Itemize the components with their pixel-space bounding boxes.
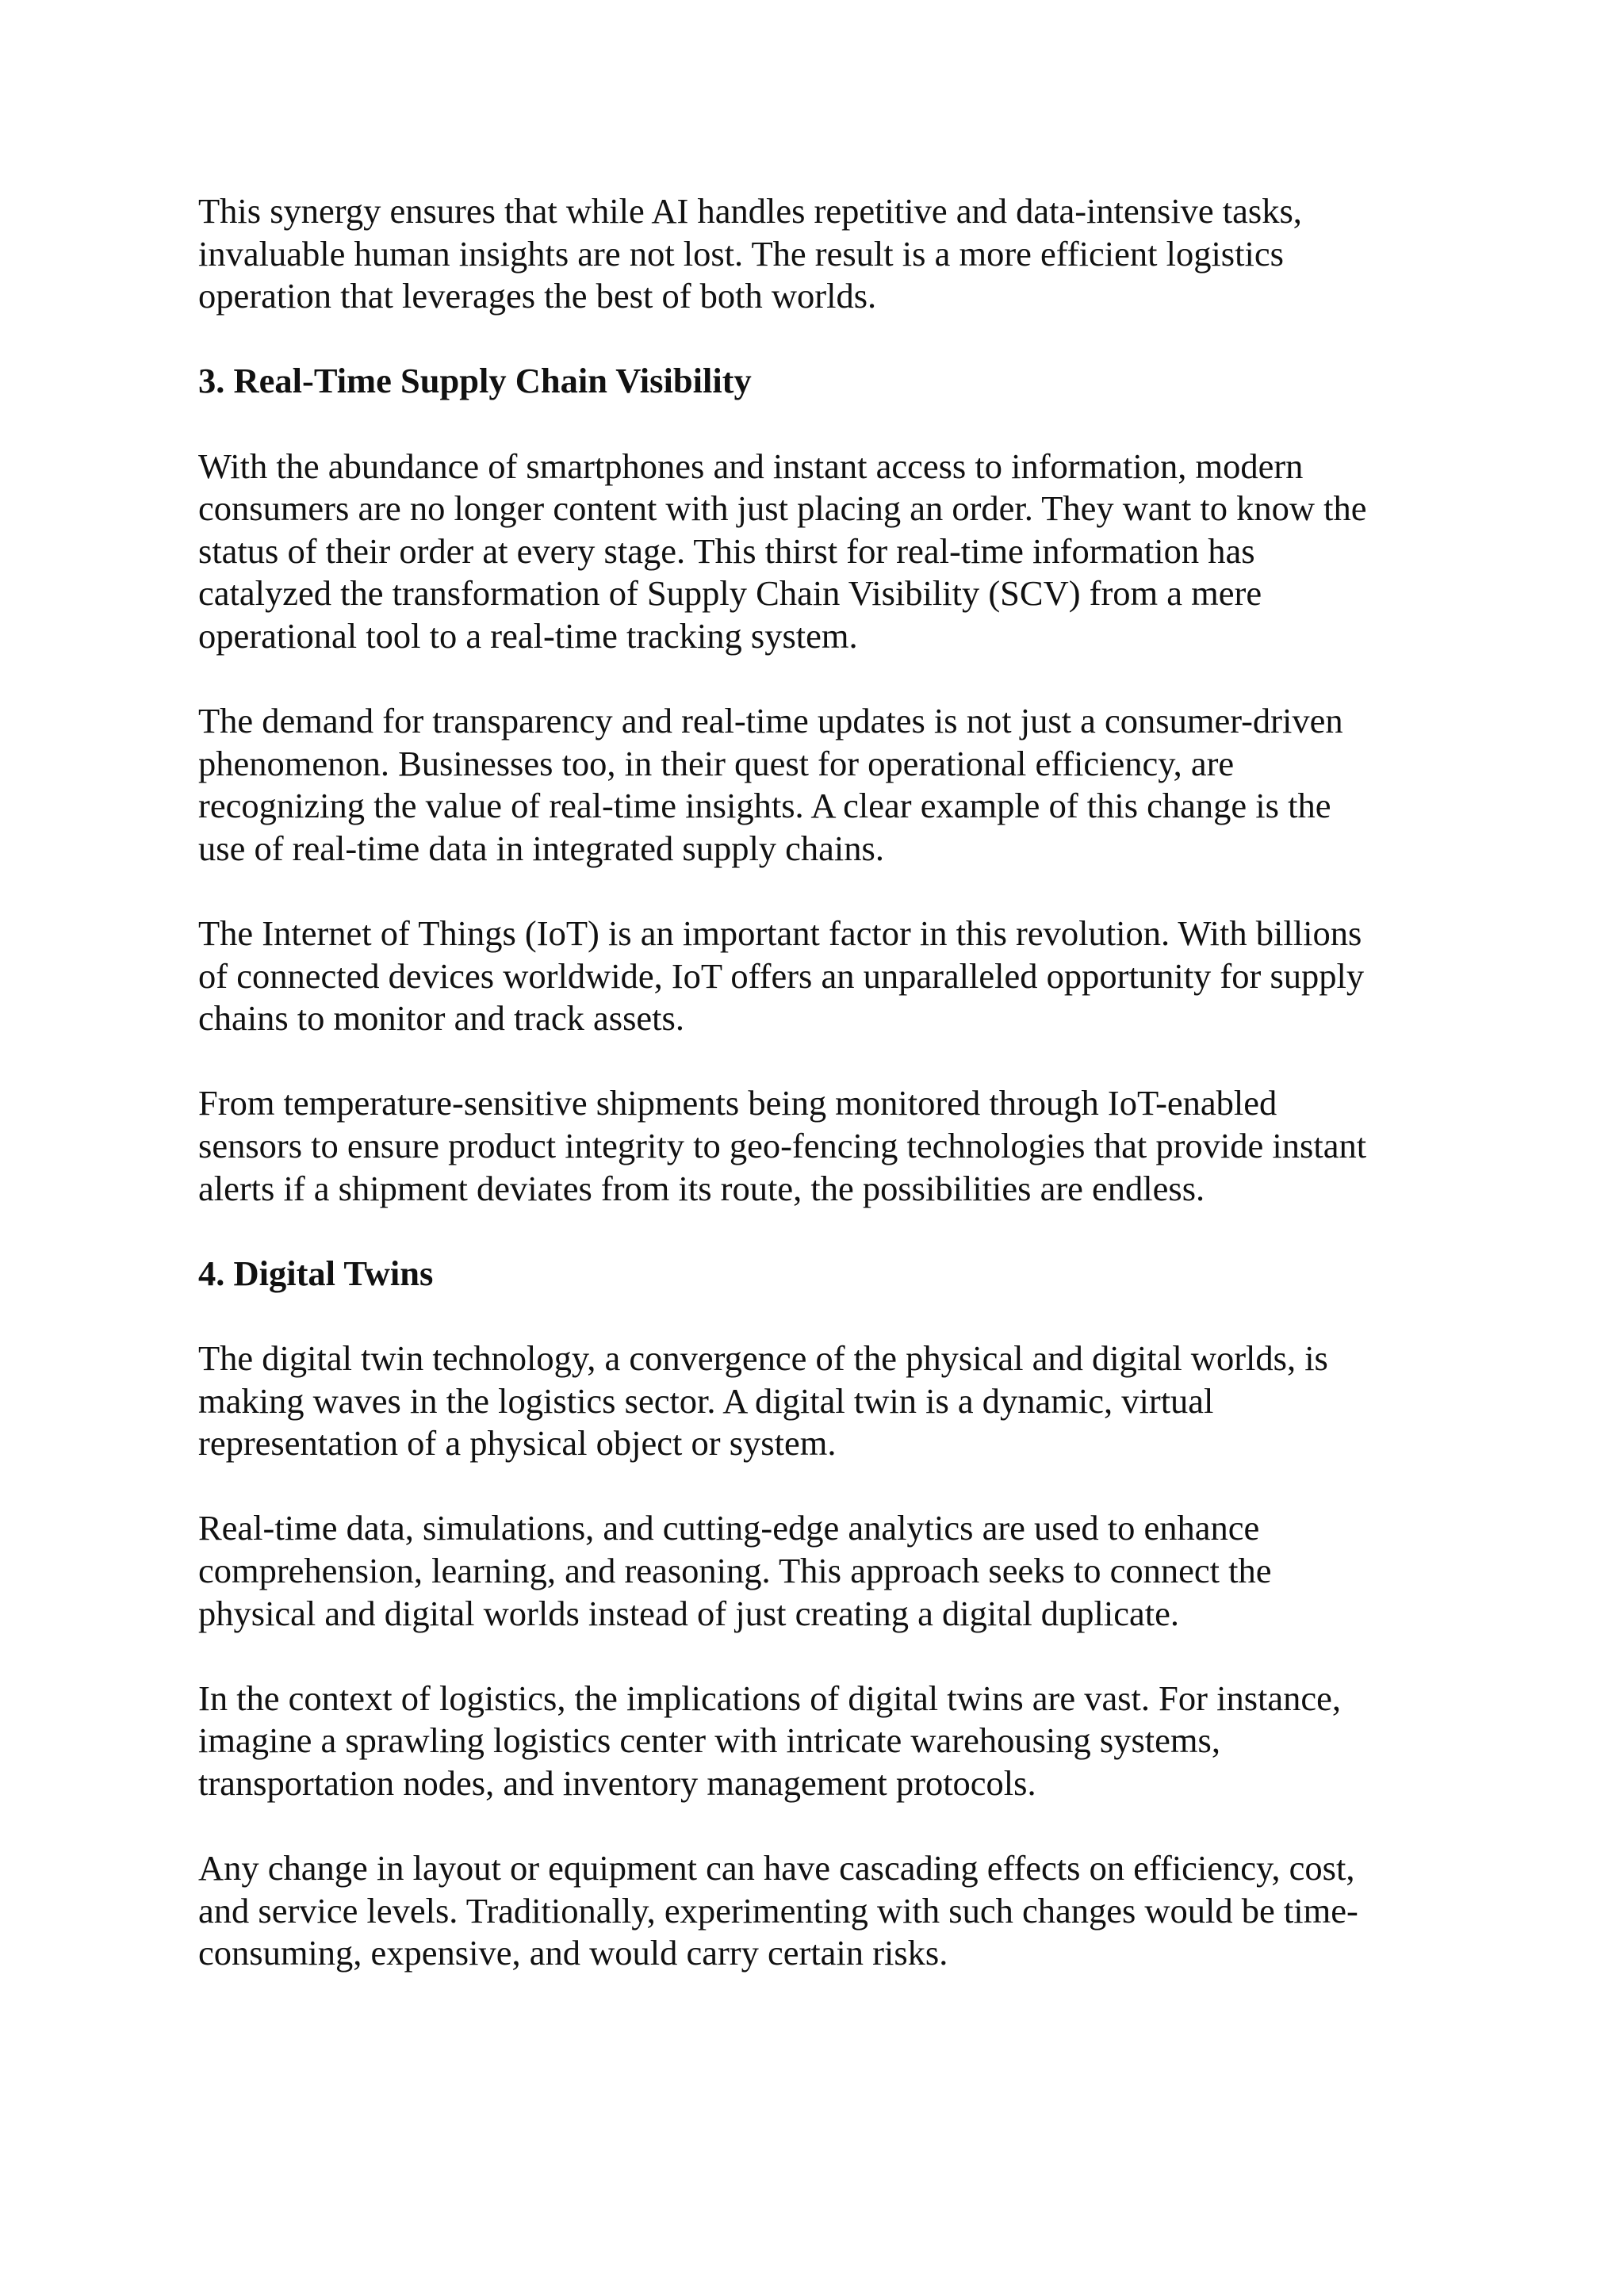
- text-line: of connected devices worldwide, IoT offers an unparalleled opportunity for supply: [198, 955, 1365, 996]
- heading-text: 3. Real-Time Supply Chain Visibility: [198, 361, 752, 401]
- text-line: recognizing the value of real-time insights. A clear example of this change is the: [198, 786, 1331, 826]
- text-line: sensors to ensure product integrity to geo-fencing technologies that provide instant: [198, 1126, 1367, 1166]
- text-line: With the abundance of smartphones and instant access to information, modern: [198, 446, 1304, 486]
- text-line: This synergy ensures that while AI handles repetitive and data-intensive tasks,: [198, 191, 1302, 231]
- text-line: transportation nodes, and inventory management protocols.: [198, 1762, 1036, 1803]
- paragraph-smartphones-consumers: [198, 446, 1435, 658]
- text-line: catalyzed the transformation of Supply Chain Visibility (SCV) from a mere: [198, 573, 1262, 614]
- text-line: and service levels. Traditionally, experimenting with such changes would be time-: [198, 1890, 1358, 1931]
- text-line: physical and digital worlds instead of just creating a digital duplicate.: [198, 1593, 1180, 1633]
- heading-text: 4. Digital Twins: [198, 1253, 434, 1293]
- text-line: invaluable human insights are not lost. The result is a more efficient logistics: [198, 233, 1284, 274]
- paragraph-temperature-geofencing: [198, 1082, 1435, 1210]
- text-line: The demand for transparency and real-time updates is not just a consumer-driven: [198, 701, 1343, 741]
- paragraph-layout-change-risks: [198, 1847, 1435, 1975]
- text-line: operation that leverages the best of both worlds.: [198, 276, 877, 316]
- text-line: alerts if a shipment deviates from its route, the possibilities are endless.: [198, 1168, 1205, 1208]
- text-line: The Internet of Things (IoT) is an important factor in this revolution. With billions: [198, 913, 1362, 954]
- text-line: making waves in the logistics sector. A digital twin is a dynamic, virtual: [198, 1380, 1214, 1421]
- text-line: comprehension, learning, and reasoning. This approach seeks to connect the: [198, 1551, 1272, 1590]
- text-line: representation of a physical object or system.: [198, 1423, 837, 1464]
- heading-real-time-visibility: [198, 360, 1435, 403]
- paragraph-logistics-context: [198, 1678, 1435, 1805]
- text-line: Any change in layout or equipment can have cascading effects on efficiency, cost,: [198, 1848, 1355, 1888]
- text-line: status of their order at every stage. This thirst for real-time information has: [198, 530, 1255, 571]
- text-line: Real-time data, simulations, and cutting-edge analytics are used to enhance: [198, 1508, 1260, 1548]
- paragraph-transparency-demand: [198, 700, 1435, 870]
- text-line: imagine a sprawling logistics center with intricate warehousing systems,: [198, 1720, 1220, 1761]
- text-line: consuming, expensive, and would carry certain risks.: [198, 1933, 948, 1973]
- heading-digital-twins: [198, 1253, 1435, 1295]
- text-line: phenomenon. Businesses too, in their quest for operational efficiency, are: [198, 743, 1235, 783]
- text-line: From temperature-sensitive shipments being monitored through IoT-enabled: [198, 1083, 1277, 1123]
- text-line: In the context of logistics, the implications of digital twins are vast. For instance,: [198, 1678, 1342, 1718]
- text-line: operational tool to a real-time tracking system.: [198, 615, 858, 656]
- paragraph-real-time-simulations: [198, 1507, 1435, 1635]
- paragraph-ai-human-synergy: [198, 190, 1435, 318]
- document-body: [198, 190, 1435, 2018]
- text-line: chains to monitor and track assets.: [198, 998, 684, 1039]
- paragraph-iot: [198, 913, 1435, 1040]
- text-line: consumers are no longer content with just placing an order. They want to know the: [198, 488, 1367, 529]
- text-line: The digital twin technology, a convergence of the physical and digital worlds, is: [198, 1338, 1328, 1379]
- text-line: use of real-time data in integrated supply chains.: [198, 828, 884, 868]
- paragraph-digital-twin-intro: [198, 1337, 1435, 1465]
